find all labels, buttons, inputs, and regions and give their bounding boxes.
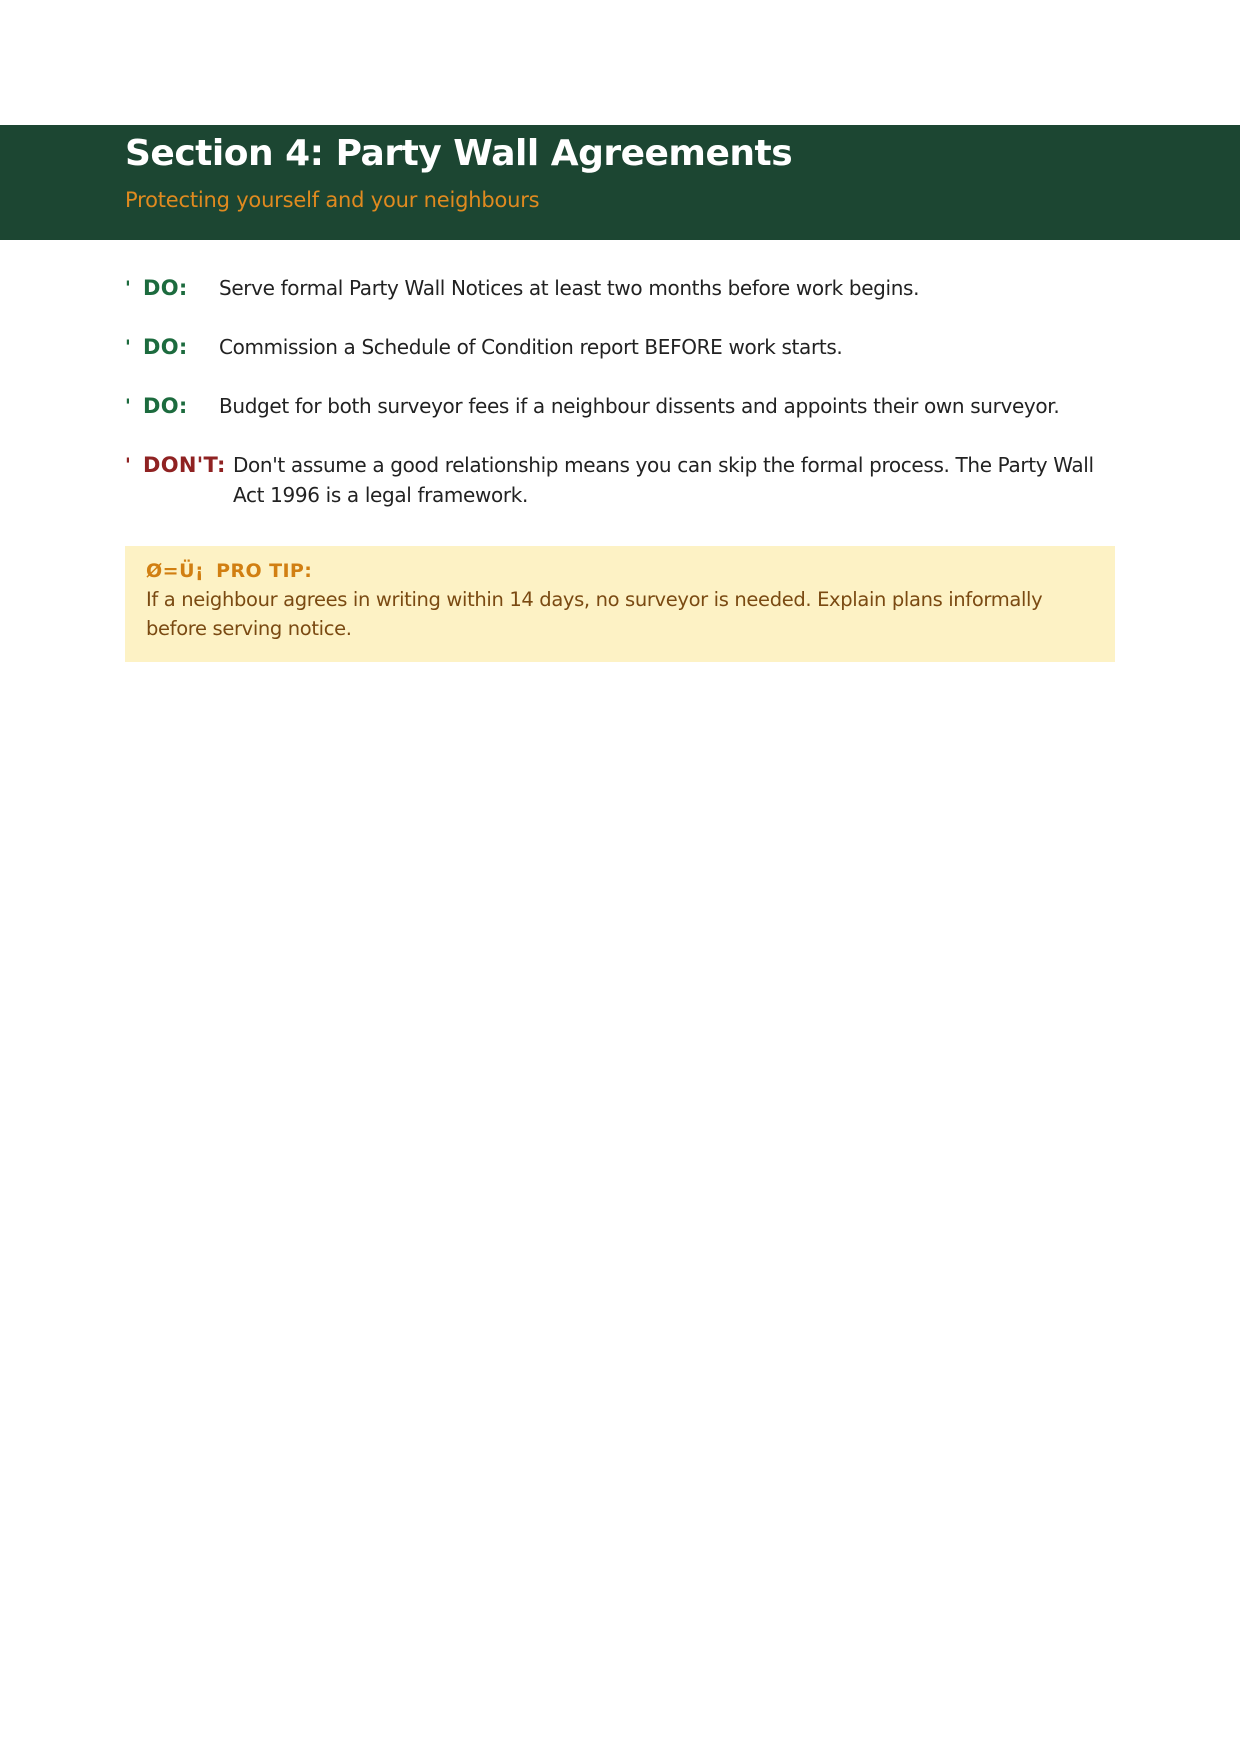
item-text: Don't assume a good relationship means you can skip the formal process. The Party Wall Act 1996 is a legal framework. (233, 453, 1094, 507)
lightbulb-icon: Ø=Ü¡ (146, 560, 205, 582)
do-item (125, 273, 1115, 303)
section-title: Section 4: Party Wall Agreements (125, 133, 793, 174)
do-label: DO: (143, 335, 188, 359)
do-item (125, 332, 1115, 362)
item-bullet: ' (125, 395, 131, 417)
pro-tip-heading (146, 557, 1093, 585)
item-text: Serve formal Party Wall Notices at least two months before work begins. (219, 276, 920, 300)
pro-tip-box (125, 546, 1115, 662)
item-text: Commission a Schedule of Condition report BEFORE work starts. (219, 335, 843, 359)
item-bullet: ' (125, 336, 131, 358)
item-text: Budget for both surveyor fees if a neighbour dissents and appoints their own surveyor. (219, 394, 1060, 418)
pro-tip-text: If a neighbour agrees in writing within 14 days, no surveyor is needed. Explain plans informally before serving notice. (146, 588, 1043, 640)
do-dont-list (125, 273, 1115, 510)
section-subtitle: Protecting yourself and your neighbours (125, 188, 540, 212)
pro-tip-label: PRO TIP: (216, 560, 313, 582)
do-label: DO: (143, 276, 188, 300)
dont-item (125, 450, 1115, 510)
item-bullet: ' (125, 454, 131, 476)
dont-label: DON'T: (143, 453, 226, 477)
item-bullet: ' (125, 277, 131, 299)
do-item (125, 391, 1115, 421)
do-label: DO: (143, 394, 188, 418)
